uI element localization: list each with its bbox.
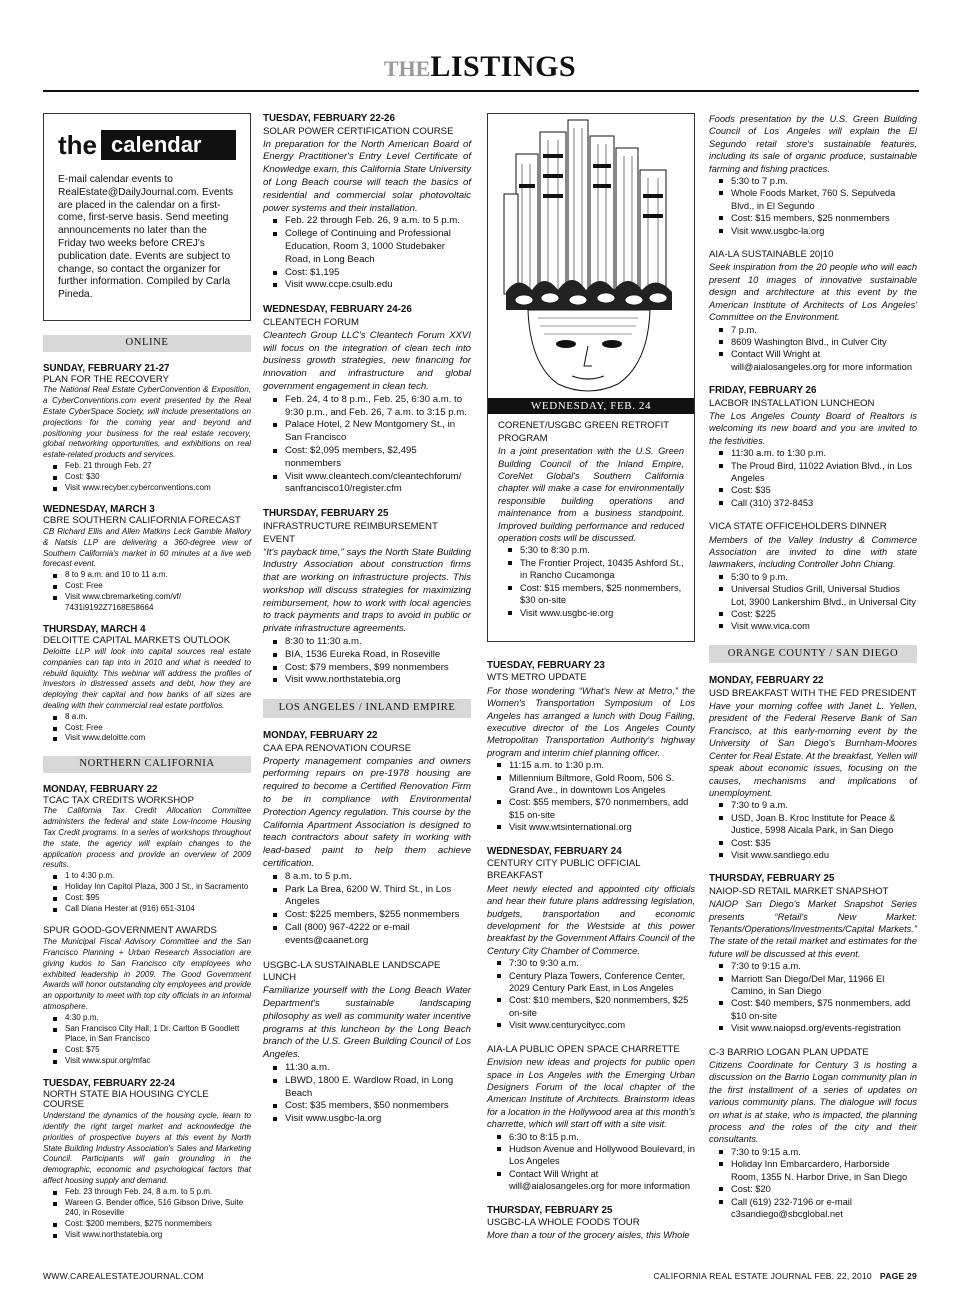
event-title: DELOITTE CAPITAL MARKETS OUTLOOK (43, 635, 231, 647)
event-detail-item: Contact Will Wright at will@aialosangeles.org for more information (719, 348, 917, 373)
event-title: PLAN FOR THE RECOVERY (43, 373, 169, 385)
calendar-logo-the: the (58, 130, 97, 160)
event-detail-item: Century Plaza Towers, Conference Center, 2029 Century Park East, in Los Angeles (497, 970, 695, 995)
event-detail-item: Visit www.naiopsd.org/events-registration (719, 1022, 917, 1034)
event-detail-item: Cost: Free (53, 581, 251, 592)
masthead-the: THE (383, 56, 431, 81)
event-description: NAIOP San Diego's Market Snapshot Series presents “Retail's New Market: Tenants/Operations/Investments/Capital Markets.” The state of the retail market and estimates for the future will be discussed at this event. (709, 899, 917, 959)
event-detail-item: The Proud Bird, 11022 Aviation Blvd., in Los Angeles (719, 460, 917, 485)
event-detail-item: 7 p.m. (719, 324, 917, 336)
event-detail-item: Call (800) 967-4222 or e-mail events@caanet.org (273, 922, 471, 948)
event-detail-item: Cost: $1,195 (273, 267, 471, 280)
event (487, 846, 695, 1032)
event-detail-item: Feb. 24, 4 to 8 p.m., Feb. 25, 6:30 a.m. to 9:30 p.m., and Feb. 26, 7 a.m. to 3:15 p.m. (273, 394, 471, 420)
event-detail-item: Universal Studios Grill, Universal Studios Lot, 3900 Lankershim Blvd., in Universal City (719, 583, 917, 608)
event-date: MONDAY, FEBRUARY 22 (709, 675, 824, 687)
event-details (709, 960, 917, 1034)
event-detail-item: Feb. 23 through Feb. 24, 8 a.m. to 5 p.m. (53, 1187, 251, 1198)
event-detail-item: Cost: $2,095 members, $2,495 nonmembers (273, 445, 471, 471)
event-detail-item: Visit www.recyber.cyberconventions.com (53, 483, 251, 494)
event (43, 785, 251, 915)
event-title: CENTURY CITY PUBLIC OFFICIAL BREAKFAST (487, 858, 641, 882)
event-details (263, 871, 471, 948)
event-detail-item: Cost: $35 (719, 837, 917, 849)
event (43, 364, 251, 494)
event-detail-item: Cost: $225 members, $255 nonmembers (273, 909, 471, 922)
section-northern-california: NORTHERN CALIFORNIA (43, 756, 251, 773)
event-description: Envision new ideas and projects for public open space in Los Angeles with the Emerging Urban Designers Forum of the local chapter of the American Institute of Architects. Brainstorm ideas for a location in the Hollywood area at this month's charrette, which will start off with a site visit. (487, 1057, 695, 1130)
feature-banner: WEDNESDAY, FEB. 24 (488, 398, 694, 414)
event-detail-item: Park La Brea, 6200 W. Third St., in Los Angeles (273, 884, 471, 910)
event-details (487, 759, 695, 833)
event-date: WEDNESDAY, FEBRUARY 24-26 (263, 304, 412, 316)
event-detail-item: 11:30 a.m. to 1:30 p.m. (719, 447, 917, 459)
event-title: INFRASTRUCTURE REIMBURSEMENT EVENT (263, 520, 438, 545)
event-details (43, 570, 251, 613)
event-details (263, 636, 471, 687)
event-detail-item: 7:30 to 9 a.m. (719, 799, 917, 811)
section-online: ONLINE (43, 335, 251, 352)
masthead-listings: LISTINGS (430, 50, 577, 83)
column-3 (487, 113, 695, 1254)
event-detail-item: 11:30 a.m. (273, 1062, 471, 1075)
event-description: CB Richard Ellis and Allen Matkins Leck Gamble Mallory & Natsis LLP are delivering a 360-degree view of Southern California's market in 60 minutes at a live web forecast event. (43, 526, 251, 569)
event-description: Understand the dynamics of the housing cycle, learn to identify the right target market and acknowledge the priorities of prospective buyers at this event by North State Building Industry Association's Sales and Marketing Council. Participants will gain grounding in the demographic, economic and psychological factors that affect housing supply and demand. (43, 1111, 251, 1185)
event-description: The California Tax Credit Allocation Committee administers the federal and state Low-Income Housing Tax Credit programs. In a series of workshops throughout the state, the agency will explain changes to the application process and provide an overview of 2009 results. (43, 806, 251, 870)
event-details (43, 461, 251, 493)
event (263, 304, 471, 496)
event-detail-item: 7:30 to 9:30 a.m. (497, 957, 695, 969)
event-details (709, 447, 917, 509)
event-title: CLEANTECH FORUM (263, 316, 359, 328)
calendar-logo-calendar: calendar (101, 130, 236, 160)
event-details (263, 394, 471, 496)
event-date: THURSDAY, FEBRUARY 25 (487, 1204, 613, 1216)
event-details (709, 571, 917, 633)
event-detail-item: 7:30 to 9:15 a.m. (719, 960, 917, 972)
event-detail-item: San Francisco City Hall, 1 Dr. Carlton B Goodlett Place, in San Francisco (53, 1024, 251, 1046)
column-1 (43, 113, 251, 1253)
event-date: FRIDAY, FEBRUARY 26 (709, 385, 817, 397)
page-number: PAGE 29 (879, 1271, 917, 1281)
event-detail-item: 8609 Washington Blvd., in Culver City (719, 336, 917, 348)
event-detail-item: Call Diana Hester at (916) 651-3104 (53, 904, 251, 915)
event-detail-item: Cost: $20 (719, 1183, 917, 1195)
event-detail-item: Palace Hotel, 2 New Montgomery St., in San Francisco (273, 419, 471, 445)
event (498, 420, 684, 619)
event-date: MONDAY, FEBRUARY 22 (43, 783, 158, 795)
event (709, 249, 917, 373)
event-description: In a joint presentation with the U.S. Green Building Council of the Inland Empire, CoreNet Global's Southern California chapter will make a case for environmentally responsible building operations and maintenance from a business standpoint. Improved building performance and reduced operation costs will be discussed. (498, 446, 684, 544)
event-date: WEDNESDAY, MARCH 3 (43, 504, 155, 516)
event-details (263, 1062, 471, 1126)
event (43, 926, 251, 1066)
footer-url: WWW.CAREALESTATEJOURNAL.COM (43, 1271, 204, 1281)
event (263, 113, 471, 292)
event (709, 385, 917, 509)
event-detail-item: Holiday Inn Capitol Plaza, 300 J St., in Sacramento (53, 882, 251, 893)
event-details (43, 871, 251, 914)
event-detail-item: Contact Will Wright at will@aialosangeles.org for more information (497, 1168, 695, 1193)
event-date: THURSDAY, FEBRUARY 25 (709, 873, 835, 885)
event-title: LACBOR INSTALLATION LUNCHEON (709, 397, 875, 409)
event-details (43, 712, 251, 744)
feature-box (487, 113, 695, 642)
event (709, 1047, 917, 1221)
event-detail-item: Cost: $75 (53, 1045, 251, 1056)
calendar-box (43, 113, 251, 321)
event-details (498, 544, 684, 618)
event-detail-item: Visit www.usgbc-ie.org (508, 607, 684, 619)
calendar-intro: E-mail calendar events to RealEstate@DailyJournal.com. Events are placed in the calendar on a first-come, first-serve basis. Send meeting announcements no later than the Friday two weeks before CREJ's publication date. Events are subject to change, so contact the organizer for further information. Compiled by Carla Pineda. (58, 174, 234, 301)
event-detail-item: 5:30 to 7 p.m. (719, 175, 917, 187)
event-title: USGBC-LA SUSTAINABLE LANDSCAPE LUNCH (263, 959, 441, 984)
skyscraper-crown-illustration (488, 114, 694, 398)
event-description: Citizens Coordinate for Century 3 is hosting a discussion on the Barrio Logan community plan in the first installment of a series of updates on various community plans. The dialogue will focus on what is at stake, who is impacted, the planning process and the roles of the city and their consultants. (709, 1060, 917, 1145)
event-title: CBRE SOUTHERN CALIFORNIA FORECAST (43, 515, 241, 527)
event-description-continued: Foods presentation by the U.S. Green Building Council of Los Angeles will explain the El Segundo retail store's sustainable features, including its sale of organic produce, sustainable farming and fishing practices. (709, 114, 917, 174)
event-description: The Los Angeles County Board of Realtors is welcoming its new board and you are invited to the festivities. (709, 410, 917, 446)
event-details (709, 799, 917, 861)
event-detail-item: Cost: $15 members, $25 nonmembers, $30 on-site (508, 582, 684, 607)
event-detail-item: Holiday Inn Embarcardero, Harborside Room, 1355 N. Harbor Drive, in San Diego (719, 1158, 917, 1183)
event-details (263, 215, 471, 292)
event-continued (709, 113, 917, 237)
event-detail-item: 8 to 9 a.m. and 10 to 11 a.m. (53, 570, 251, 581)
event-detail-item: Visit www.sandiego.edu (719, 849, 917, 861)
event-detail-item: The Frontier Project, 10435 Ashford St., in Rancho Cucamonga (508, 557, 684, 582)
event-detail-item: Visit www.cbremarketing.com/vf/ 7431i9192Z7168E58664 (53, 592, 251, 614)
event-detail-item: BIA, 1536 Eureka Road, in Roseville (273, 649, 471, 662)
event-description: Property management companies and owners performing repairs on pre-1978 housing are required to become a Certified Renovation Firm to be in compliance with Environmental Protection Agency regulation. This course by the California Apartment Association is designed to teach contractors about safety in working with lead-based paint to help them achieve certification. (263, 755, 471, 870)
event (487, 660, 695, 834)
event (263, 730, 471, 948)
event-detail-item: Cost: $95 (53, 893, 251, 904)
event (709, 521, 917, 633)
event-description: For those wondering “What's New at Metro,” the Women's Transportation Symposium of Los Angeles has arranged a lunch with Doug Failing, executive director of the Los Angeles County Metropolitan Transportation Authority's highway program and interim chief planning officer. (487, 685, 695, 758)
event-detail-item: Cost: Free (53, 723, 251, 734)
event-details (43, 1187, 251, 1241)
event-description: Meet newly elected and appointed city officials and hear their future plans addressing legislation, budgets, transportation and economic development for the Westside at this power breakfast by the Government Affairs Council of the Century City Chamber of Commerce. (487, 883, 695, 956)
event-detail-item: 7:30 to 9:15 a.m. (719, 1146, 917, 1158)
event-description: Familiarize yourself with the Long Beach Water Department's sustainable landscaping philosophy as well as community water incentive programs at this luncheon by the Long Beach branch of the U.S. Green Building Council of Los Angeles. (263, 985, 471, 1061)
event-detail-item: Visit www.ccpe.csulb.edu (273, 279, 471, 292)
event-detail-item: Whole Foods Market, 760 S. Sepulveda Blvd., in El Segundo (719, 187, 917, 212)
section-los-angeles: LOS ANGELES / INLAND EMPIRE (263, 699, 471, 718)
event-detail-item: Visit www.deloitte.com (53, 733, 251, 744)
event-date: THURSDAY, MARCH 4 (43, 624, 146, 636)
event-detail-item: Cost: $10 members, $20 nonmembers, $25 on-site (497, 994, 695, 1019)
event-date: TUESDAY, FEBRUARY 22-26 (263, 113, 395, 124)
event-title: WTS METRO UPDATE (487, 672, 587, 684)
calendar-logo (58, 130, 236, 160)
column-4 (709, 113, 917, 1232)
event-title: USD BREAKFAST WITH THE FED PRESIDENT (709, 687, 917, 699)
event (43, 1079, 251, 1241)
event-detail-item: Visit www.cleantech.com/cleantechforum/ sanfrancisco10/register.cfm (273, 471, 471, 497)
event-detail-item: Cost: $79 members, $99 nonmembers (273, 662, 471, 675)
event-description: Cleantech Group LLC's Cleantech Forum XXVI will focus on the integration of clean tech into business growth strategies, new financing for innovation and infrastructure and global government engagement in clean tech. (263, 329, 471, 392)
event-detail-item: Cost: $35 members, $50 nonmembers (273, 1100, 471, 1113)
event-detail-item: LBWD, 1800 E. Wardlow Road, in Long Beach (273, 1075, 471, 1101)
event-date: MONDAY, FEBRUARY 22 (263, 730, 378, 742)
event-description: Members of the Valley Industry & Commerce Association are invited to dine with state lawmakers, including Controller John Chiang. (709, 534, 917, 570)
event-detail-item: Visit www.vica.com (719, 620, 917, 632)
event-description: Seek inspiration from the 20 people who will each present 10 images of innovative sustainable design and architecture at this event by the American Institute of Architects of Los Angeles' Committee on the Environment. (709, 262, 917, 323)
illustration (488, 114, 694, 398)
event-detail-item: Hudson Avenue and Hollywood Boulevard, in Los Angeles (497, 1143, 695, 1168)
event-description: “It's payback time,” says the North State Building Industry Association about construction firms that are working on infrastructure projects. This workshop will discuss strategies for maximizing reimbursement, how to work with local agencies to track payments and traps to avoid in public or private infrastructure agreements. (263, 546, 471, 635)
event-detail-item: 4:30 p.m. (53, 1013, 251, 1024)
event-date: WEDNESDAY, FEBRUARY 24 (487, 845, 622, 857)
event (263, 508, 471, 687)
event-detail-item: Feb. 21 through Feb. 27 (53, 461, 251, 472)
event-detail-item: 5:30 to 8:30 p.m. (508, 544, 684, 556)
event-detail-item: College of Continuing and Professional Education, Room 3, 1000 Studebaker Road, in Long Beach (273, 228, 471, 266)
event-title: AIA-LA SUSTAINABLE 20|10 (709, 249, 834, 261)
event-detail-item: Cost: $35 (719, 484, 917, 496)
event-details (709, 324, 917, 374)
event-date: THURSDAY, FEBRUARY 25 (263, 508, 389, 520)
event-detail-item: Marriott San Diego/Del Mar, 11966 El Camino, in San Diego (719, 973, 917, 998)
event-date: TUESDAY, FEBRUARY 22-24 (43, 1077, 175, 1089)
event-detail-item: Visit www.northstatebia.org (53, 1230, 251, 1241)
event-date: TUESDAY, FEBRUARY 23 (487, 659, 605, 671)
event-detail-item: 5:30 to 9 p.m. (719, 571, 917, 583)
event-detail-item: Millennium Biltmore, Gold Room, 506 S. Grand Ave., in downtown Los Angeles (497, 772, 695, 797)
event-detail-item: Wareen G. Bender office, 516 Gibson Drive, Suite 240, in Roseville (53, 1198, 251, 1220)
event-title: CAA EPA RENOVATION COURSE (263, 742, 412, 754)
event-detail-item: Call (619) 232-7196 or e-mail c3sandiego@sbcglobal.net (719, 1196, 917, 1221)
event-detail-item: Cost: $55 members, $70 nonmembers, add $15 on-site (497, 796, 695, 821)
event-detail-item: 8 a.m. (53, 712, 251, 723)
event-detail-item: 8:30 to 11:30 a.m. (273, 636, 471, 649)
event-details (487, 957, 695, 1031)
top-rule (43, 90, 919, 92)
event-detail-item: 11:15 a.m. to 1:30 p.m. (497, 759, 695, 771)
event-detail-item: Feb. 22 through Feb. 26, 9 a.m. to 5 p.m. (273, 215, 471, 228)
event-detail-item: 1 to 4:30 p.m. (53, 871, 251, 882)
event (263, 960, 471, 1126)
event (487, 1205, 695, 1242)
event-title: TCAC TAX CREDITS WORKSHOP (43, 794, 195, 806)
event (709, 873, 917, 1034)
event (43, 625, 251, 744)
event-date: SUNDAY, FEBRUARY 21-27 (43, 362, 170, 374)
event-title: CORENET/USGBC GREEN RETROFIT PROGRAM (498, 420, 669, 444)
event-detail-item: 8 a.m. to 5 p.m. (273, 871, 471, 884)
event-title: NAIOP-SD RETAIL MARKET SNAPSHOT (709, 885, 889, 897)
event-detail-item: USD, Joan B. Kroc Institute for Peace & Justice, 5998 Alcala Park, in San Diego (719, 812, 917, 837)
event-title: AIA-LA PUBLIC OPEN SPACE CHARRETTE (487, 1043, 680, 1055)
event (709, 675, 917, 861)
event-title: USGBC-LA WHOLE FOODS TOUR (487, 1216, 640, 1228)
event-description: The Municipal Fiscal Advisory Committee and the San Francisco Planning + Urban Research Association are giving kudos to San Francisco city employees who exhibited leadership in 2009. The Good Government Awards will honor outstanding city employees and provide an opportunity to meet with top city officials in an informal atmosphere. (43, 937, 251, 1012)
event-detail-item: Visit www.wtsinternational.org (497, 821, 695, 833)
event-description: The National Real Estate CyberConvention & Exposition, a CyberConventions.com event presented by the Real Estate CyberSpace Society, will include presentations on projections for the coming year and beyond and positioning your business for the real estate recovery, global networking opportunities, and exhibitions on real estate-related products and services. (43, 385, 251, 460)
event-description: Deloitte LLP will look into capital sources real estate companies can tap into in 2010 and what is needed to rebuild liquidity. This webinar will address the profiles of investors in distressed assets and debt, how they are deploying their capital and how banks of all sizes are dealing with their commercial real estate portfolios. (43, 646, 251, 710)
event-detail-item: Visit www.usgbc-la.org (719, 225, 917, 237)
event-description: More than a tour of the grocery aisles, this Whole (487, 1230, 690, 1241)
event-details (709, 175, 917, 237)
event-title: NORTH STATE BIA HOUSING CYCLE COURSE (43, 1088, 209, 1111)
section-orange-county: ORANGE COUNTY / SAN DIEGO (709, 645, 917, 663)
footer-info (653, 1271, 917, 1281)
event-detail-item: Cost: $15 members, $25 nonmembers (719, 212, 917, 224)
event-detail-item: Cost: $40 members, $75 nonmembers, add $10 on-site (719, 997, 917, 1022)
footer-publication: CALIFORNIA REAL ESTATE JOURNAL FEB. 22, 2010 (653, 1271, 872, 1281)
event-detail-item: Visit www.usgbc-la.org (273, 1113, 471, 1126)
column-2 (263, 113, 471, 1138)
event-detail-item: 6:30 to 8:15 p.m. (497, 1131, 695, 1143)
event-details (709, 1146, 917, 1220)
event-details (43, 1013, 251, 1067)
event-description: Have your morning coffee with Janet L. Yellen, president of the Federal Reserve Bank of San Francisco, at this early-morning event by the University of San Diego's Burnham-Moores Center for Real Estate. At the breakfast, Yellen will speak about economic issues, focusing on the causes, mechanisms and implications of unemployment. (709, 701, 917, 798)
event-detail-item: Cost: $30 (53, 472, 251, 483)
masthead (0, 50, 960, 84)
event-title: VICA STATE OFFICEHOLDERS DINNER (709, 521, 887, 533)
event-description: In preparation for the North American Board of Energy Practitioner's Entry Level Certificate of Knowledge exam, this California State University of Long Beach course will teach the basics of residential and commercial solar photovoltaic power systems and their installation. (263, 138, 471, 214)
event-details (487, 1131, 695, 1193)
event-title: C-3 BARRIO LOGAN PLAN UPDATE (709, 1046, 869, 1058)
event-title: SPUR GOOD-GOVERNMENT AWARDS (43, 925, 217, 937)
event-detail-item: Call (310) 372-8453 (719, 497, 917, 509)
event (487, 1044, 695, 1193)
event (43, 505, 251, 613)
event-detail-item: Cost: $225 (719, 608, 917, 620)
event-detail-item: Visit www.northstatebia.org (273, 674, 471, 687)
event-title: SOLAR POWER CERTIFICATION COURSE (263, 125, 454, 137)
event-detail-item: Cost: $200 members, $275 nonmembers (53, 1219, 251, 1230)
event-detail-item: Visit www.centurycitycc.com (497, 1019, 695, 1031)
event-detail-item: Visit www.spur.org/mfac (53, 1056, 251, 1067)
